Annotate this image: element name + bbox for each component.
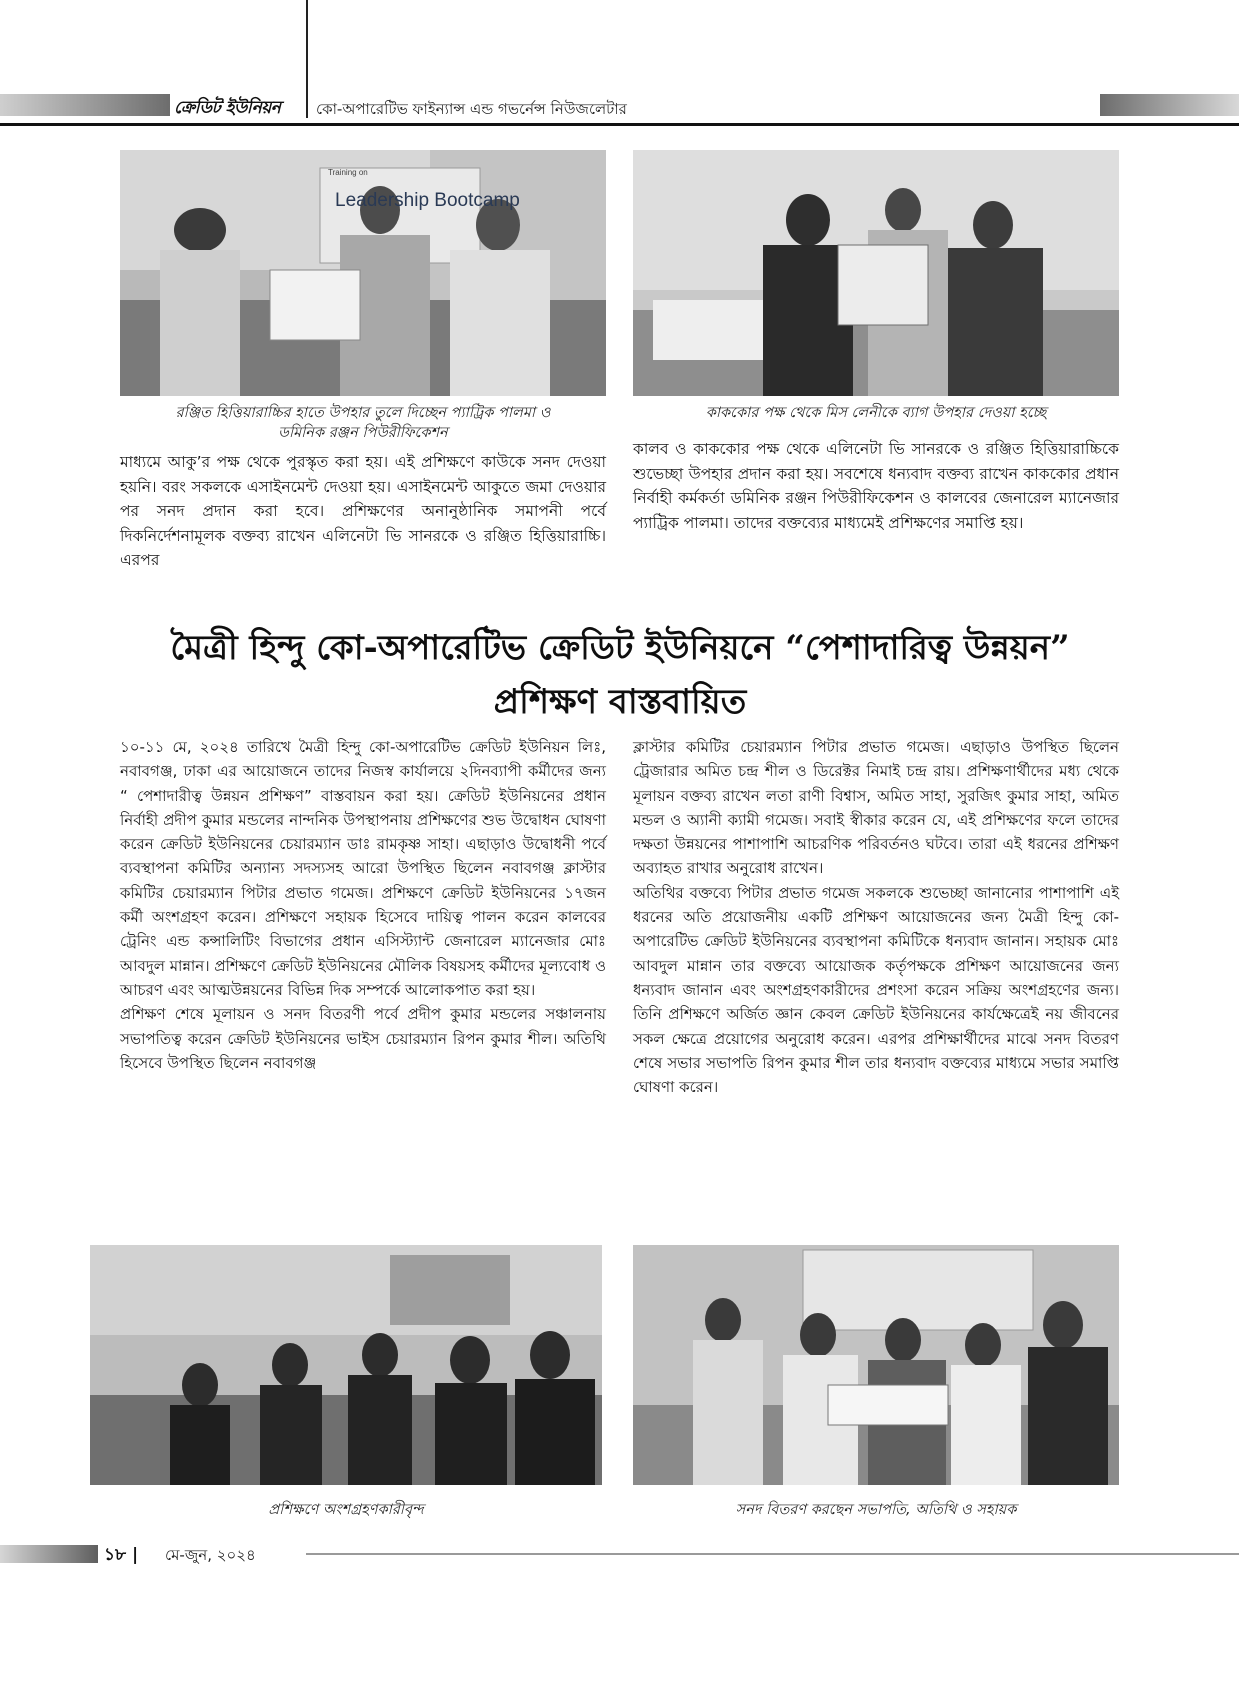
caption-bottom-right: সনদ বিতরণ করছেন সভাপতি, অতিথি ও সহায়ক (735, 1502, 1017, 1518)
header-rule (0, 123, 1239, 126)
photo-certificate-distribution (633, 1245, 1119, 1485)
footer-rule (306, 1553, 1239, 1555)
article-right-paragraph-2: অতিথির বক্তব্যে পিটার প্রভাত গমেজ সকলকে শুভেচ্ছা জানানোর পাশাপাশি এই ধরনের অতি প্রয়োজনীয় একটি প্রশিক্ষণ আয়োজনের জন্য মৈত্রী হিন্দু কো-অপারেটিভ ক্রেডিট ইউনিয়নের ব্যবস্থাপনা কমিটিকে ধন্যবাদ জানান। সহায়ক মোঃ আবদুল মান্নান তার বক্তব্যে আয়োজক কর্তৃপক্ষকে প্রশিক্ষণ আয়োজনের জন্য ধন্যবাদ জানান এবং অংশগ্রহণকারীদের প্রশংসা করেন সক্রিয় অংশগ্রহণের জন্য। তিনি প্রশিক্ষণে অর্জিত জ্ঞান কেবল ক্রেডিট ইউনিয়নের কার্যক্ষেত্রেই নয় জীবনের সকল ক্ষেত্রে প্রয়োগের অনুরোধ করেন। এরপর প্রশিক্ষার্থীদের মাঝে সনদ বিতরণ শেষে সভার সভাপতি রিপন কুমার শীল তার ধন্যবাদ বক্তব্যের মাধ্যমে সভার সমাপ্তি ঘোষণা করেন। (633, 883, 1119, 1097)
banner-text: Leadership Bootcamp (335, 190, 520, 211)
article-headline: মৈত্রী হিন্দু কো-অপারেটিভ ক্রেডিট ইউনিয়নে “পেশাদারিত্ব উন্নয়ন” (170, 628, 1070, 668)
article-column-left (120, 735, 606, 1075)
article-column-right (633, 735, 1119, 1099)
header-gradient-right (1100, 94, 1239, 116)
article-left-paragraph-1: ১০-১১ মে, ২০২৪ তারিখে মৈত্রী হিন্দু কো-অপারেটিভ ক্রেডিট ইউনিয়ন লিঃ, নবাবগঞ্জ, ঢাকা এর আয়োজনে তাদের নিজস্ব কার্যালয়ে ২দিনব্যাপী কর্মীদের জন্য “ পেশাদারীত্ব উন্নয়ন প্রশিক্ষণ” বাস্তবায়ন করা হয়। ক্রেডিট ইউনিয়নের প্রধান নির্বাহী প্রদীপ কুমার মন্ডলের নান্দনিক উপস্থাপনায় প্রশিক্ষণের শুভ উদ্বোধন ঘোষণা করেন ক্রেডিট ইউনিয়নের চেয়ারম্যান ডাঃ রামকৃষ্ণ সাহা। এছাড়াও উদ্বোধনী পর্বে ব্যবস্থাপনা কমিটির অন্যান্য সদস্যসহ আরো উপস্থিত ছিলেন নবাবগঞ্জ ক্লাস্টার কমিটির চেয়ারম্যান পিটার প্রভাত গমেজ। প্রশিক্ষণে ক্রেডিট ইউনিয়নের ১৭জন কর্মী অংশগ্রহণ করেন। প্রশিক্ষণে সহায়ক হিসেবে দায়িত্ব পালন করেন কালবের ট্রেনিং এন্ড কন্সালিটিং বিভাগের প্রধান এসিস্ট্যান্ট জেনারেল ম্যানেজার মোঃ আবদুল মান্নান। প্রশিক্ষণে ক্রেডিট ইউনিয়নের মৌলিক বিষয়সহ কর্মীদের মূল্যবোধ ও আচরণ এবং আত্মউন্নয়নের বিভিন্ন দিক সম্পর্কে আলোকপাত করা হয়। (120, 738, 606, 999)
footer-gradient (0, 1545, 98, 1563)
newsletter-title: কো-অপারেটিভ ফাইন্যান্স এন্ড গভর্নেন্স নিউজলেটার (316, 100, 627, 118)
paragraph-top-left: মাধ্যমে আকু’র পক্ষ থেকে পুরস্কৃত করা হয়। এই প্রশিক্ষণে কাউকে সনদ দেওয়া হয়নি। বরং সকলকে এসাইনমেন্ট দেওয়া হয়। এসাইনমেন্ট আকুতে জমা দেওয়ার পর সনদ প্রদান করা হবে। প্রশিক্ষণের অনানুষ্ঠানিক সমাপনী পর্বে দিকনির্দেশনামূলক বক্তব্য রাখেন এলিনেটা ভি সানরকে ও রঞ্জিত হিত্তিয়ারাচ্চি। এরপর (120, 453, 606, 569)
article-right-paragraph-1: ক্লাস্টার কমিটির চেয়ারম্যান পিটার প্রভাত গমেজ। এছাড়াও উপস্থিত ছিলেন ট্রেজারার অমিত চন্দ্র শীল ও ডিরেক্টর নিমাই চন্দ্র রায়। প্রশিক্ষণার্থীদের মধ্য থেকে মূলায়ন বক্তব্য রাখেন লতা রাণী বিশ্বাস, অমিত সাহা, সুরজিৎ কুমার সাহা, অমিত মন্ডল ও অ্যানী ক্যামী গমেজ। সবাই স্বীকার করেন যে, এই প্রশিক্ষণের ফলে তাদের দক্ষতা উন্নয়নের পাশাপাশি আচরণিক পরিবর্তনও ঘটবে। তারা এই ধরনের প্রশিক্ষণ অব্যাহত রাখার অনুরোধ রাখেন। (633, 738, 1119, 878)
paragraph-top-right: কালব ও কাককোর পক্ষ থেকে এলিনেটা ভি সানরকে ও রঞ্জিত হিত্তিয়ারাচ্চিকে শুভেচ্ছা উপহার প্রদান করা হয়। সবশেষে ধন্যবাদ বক্তব্য রাখেন কাককোর প্রধান নির্বাহী কর্মকর্তা ডমিনিক রঞ্জন পিউরীফিকেশন ও কালবের জেনারেল ম্যানেজার প্যাট্রিক পালমা। তাদের বক্তব্যের মাধ্যমেই প্রশিক্ষণের সমাপ্তি হয়। (633, 440, 1119, 532)
photo-gift-presentation (120, 150, 606, 396)
issue-date: মে-জুন, ২০২৪ (165, 1546, 256, 1564)
photo-bag-gift (633, 150, 1119, 396)
header-gradient-left (0, 94, 170, 116)
caption-top-right: কাককোর পক্ষ থেকে মিস লেনীকে ব্যাগ উপহার দেওয়া হচ্ছে (705, 405, 1047, 421)
page-number-text: ১৮ (104, 1545, 127, 1565)
page-number: ১৮ | (104, 1545, 139, 1565)
banner-small-text: Training on (328, 168, 368, 177)
caption-top-left-line1: রঞ্জিত হিত্তিয়ারাচ্চির হাতে উপহার তুলে দিচ্ছেন প্যাট্রিক পালমা ও (175, 405, 551, 421)
caption-top-left-line2: ডমিনিক রঞ্জন পিউরীফিকেশন (278, 425, 448, 441)
header-divider (306, 0, 308, 118)
caption-bottom-left: প্রশিক্ষণে অংশগ্রহণকারীবৃন্দ (268, 1502, 424, 1518)
photo-participants (90, 1245, 602, 1485)
magazine-logo: ক্রেডিট ইউনিয়ন (174, 98, 281, 118)
article-headline-line2: প্রশিক্ষণ বাস্তবায়িত (493, 682, 747, 722)
caption-top-left (120, 403, 606, 443)
article-left-paragraph-2: প্রশিক্ষণ শেষে মূলায়ন ও সনদ বিতরণী পর্বে প্রদীপ কুমার মন্ডলের সঞ্চালনায় সভাপতিত্ব করেন ক্রেডিট ইউনিয়নের ভাইস চেয়ারম্যান রিপন কুমার শীল। অতিথি হিসেবে উপস্থিত ছিলেন নবাবগঞ্জ (120, 1005, 606, 1072)
